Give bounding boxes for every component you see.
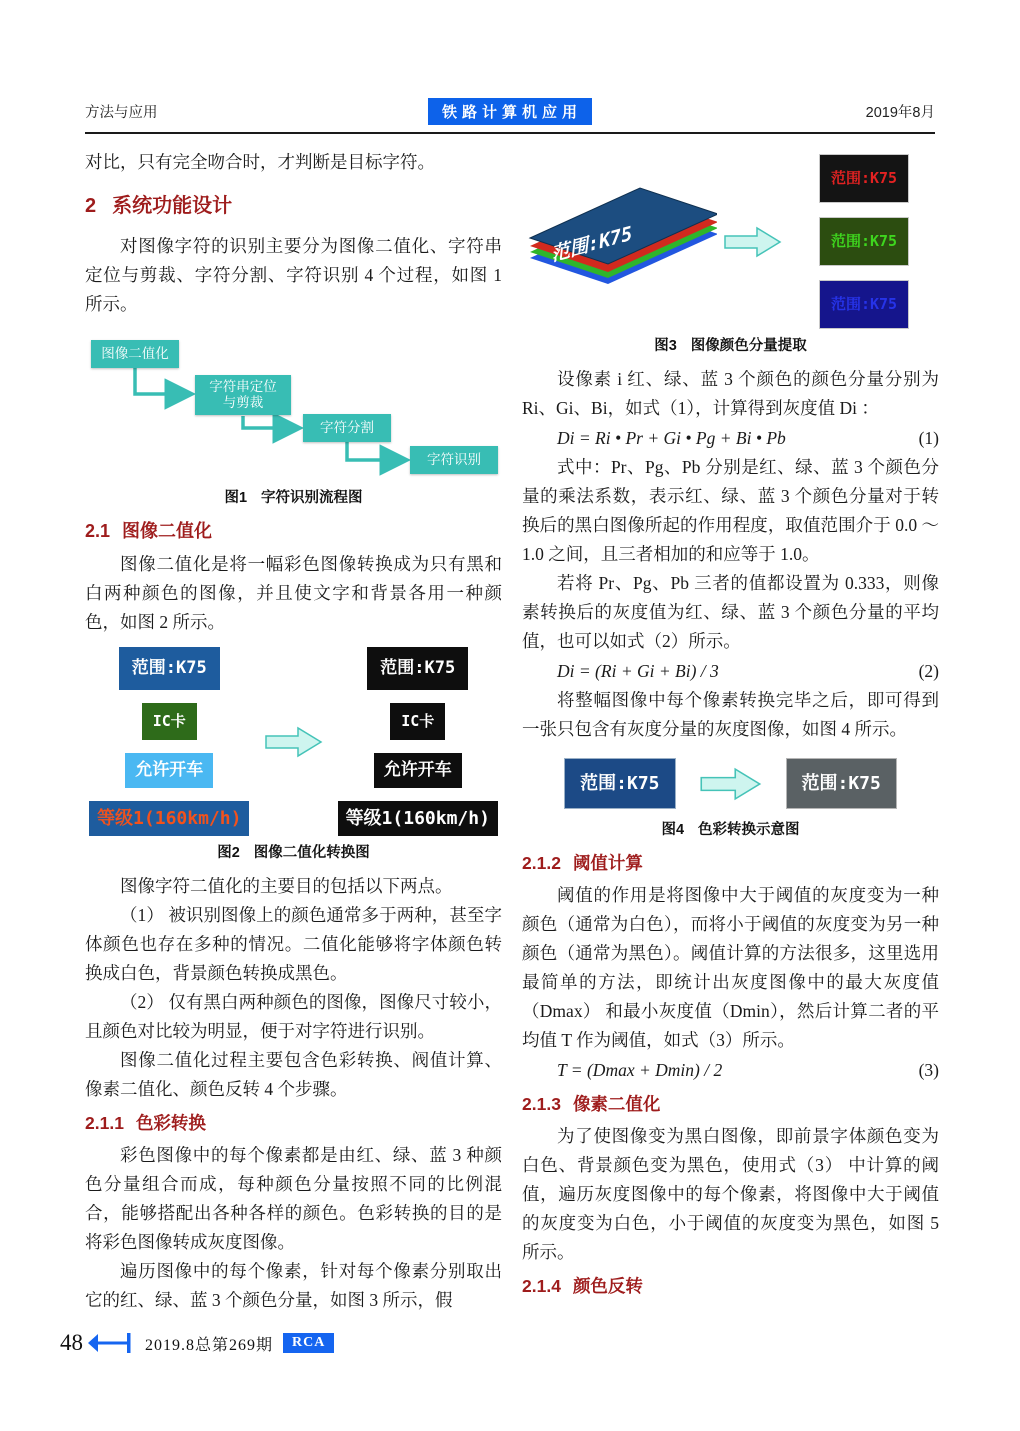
equation-1: [522, 423, 939, 453]
section-heading-2-1-1: [85, 1109, 502, 1138]
figure2-caption: [85, 842, 502, 864]
caption-text: 图像二值化转换图: [253, 845, 370, 861]
header-date: 2019年8月: [865, 104, 935, 121]
paragraph: 对比，只有完全吻合时，才判断是目标字符。: [85, 152, 435, 172]
page-header: [85, 98, 935, 124]
section-heading-2: [85, 192, 502, 221]
right-arrow-icon: [724, 226, 782, 258]
fig2-bin-grade: [334, 801, 503, 836]
caption-label: 图3: [654, 338, 677, 354]
layered-plate-graphic: [522, 176, 717, 298]
caption-label: 图4: [661, 822, 685, 838]
section-number: 2.1.4: [522, 1276, 561, 1296]
section-title: 色彩转换: [135, 1113, 206, 1133]
equation-number: (2): [918, 661, 939, 681]
paragraph: 若将 Pr、Pg、Pb 三者的值都设置为 0.333，则像素转换后的灰度值为红、绿、蓝 3 个颜色分量的平均值，也可以如式（2）所示。: [522, 573, 939, 651]
section-number: 2.1.2: [522, 853, 561, 873]
caption-text: 色彩转换示意图: [698, 822, 800, 838]
section-number: 2.1: [85, 521, 111, 541]
color-image-box: 范围:K75: [564, 758, 675, 809]
figure3-color-components: [522, 154, 939, 329]
figure1-caption: [85, 487, 502, 509]
section-title: 像素二值化: [572, 1094, 661, 1114]
section-heading-2-1-2: [522, 849, 939, 878]
equation-2: [522, 656, 939, 686]
figure4-grayscale-conversion: [522, 758, 939, 809]
bw-label: 允许开车: [374, 753, 462, 788]
right-arrow-icon: [265, 726, 323, 758]
paragraph: 遍历图像中的每个像素，针对每个像素分别取出它的红、绿、蓝 3 个颜色分量，如图 3 所示，假: [85, 1261, 502, 1310]
section-title: 图像二值化: [122, 521, 213, 541]
figure2-binarization: [85, 647, 502, 836]
page-number: 48: [60, 1330, 83, 1355]
paragraph: 图像字符二值化的主要目的包括以下两点。: [120, 876, 453, 896]
section-heading-2-1: [85, 517, 502, 546]
page-footer: [60, 1330, 334, 1356]
step-label: 图像二值化: [101, 346, 169, 361]
journal-title-badge: 铁路计算机应用: [428, 98, 592, 125]
section-heading-2-1-3: [522, 1090, 939, 1119]
paragraph: （1） 被识别图像上的颜色通常多于两种，甚至字体颜色也存在多种的情况。二值化能够将字体颜色转换成白色，背景颜色转换成黑色。: [85, 905, 502, 983]
step-label: 字符串定位: [209, 379, 277, 394]
caption-label: 图1: [224, 490, 248, 506]
equation-expression: Di = Ri • Pr + Gi • Pg + Bi • Pb: [557, 428, 786, 448]
fig2-src-range: [85, 647, 254, 690]
fig3-component-stack: [789, 154, 939, 329]
bw-label: IC卡: [390, 703, 445, 740]
color-label: IC卡: [142, 703, 197, 740]
equation-3: [522, 1055, 939, 1085]
green-component-box: 范围:K75: [819, 217, 909, 266]
gray-image-box: 范围:K75: [786, 758, 897, 809]
bw-label: 范围:K75: [367, 647, 468, 690]
paragraph: 图像二值化过程主要包含色彩转换、阀值计算、像素二值化、颜色反转 4 个步骤。: [85, 1050, 502, 1099]
bw-label: 等级1(160km/h): [338, 801, 498, 836]
flowchart-step-locate-crop: [195, 375, 291, 415]
color-label: 等级1(160km/h): [89, 801, 249, 836]
section-heading-2-1-4: [522, 1272, 939, 1301]
fig2-arrow: [258, 726, 330, 758]
paragraph: 设像素 i 红、绿、蓝 3 个颜色的颜色分量分别为 Ri、Gi、Bi，如式（1），计算得到灰度值 Di ：: [522, 369, 939, 418]
paragraph: 图像二值化是将一幅彩色图像转换成为只有黑和白两种颜色的图像，并且使文字和背景各用一种颜色，如图 2 所示。: [85, 554, 502, 632]
plate-text: 范围:K75: [549, 221, 634, 267]
equation-expression: T = (Dmax + Dmin) / 2: [557, 1060, 723, 1080]
equation-number: (1): [918, 428, 939, 448]
color-label: 允许开车: [125, 753, 213, 788]
figure3-caption: [522, 335, 939, 357]
issue-label: 2019.8总第269期: [145, 1336, 274, 1354]
red-component-box: 范围:K75: [819, 154, 909, 203]
step-label: 与剪裁: [222, 395, 264, 410]
section-title: 阈值计算: [572, 853, 643, 873]
paragraph: 式中：Pr、Pg、Pb 分别是红、绿、蓝 3 个颜色分量的乘法系数，表示红、绿、蓝 3 个颜色分量对于转换后的黑白图像所起的作用程度，取值范围介于 0.0 ～ 1.0 之间，且三者相加的和应等于 1.0。: [522, 457, 939, 564]
left-column: [85, 148, 502, 1315]
figure1-flowchart: [85, 331, 502, 483]
section-number: 2.1.3: [522, 1094, 561, 1114]
step-label: 字符识别: [427, 452, 481, 467]
flowchart-step-segmentation: [303, 414, 391, 442]
section-title: 系统功能设计: [112, 195, 233, 217]
header-divider: [85, 132, 935, 134]
paragraph: 对图像字符的识别主要分为图像二值化、字符串定位与剪裁、字符分割、字符识别 4 个过程，如图 1 所示。: [85, 236, 502, 314]
fig2-src-ic: [85, 703, 254, 740]
paragraph: 阈值的作用是将图像中大于阈值的灰度变为一种颜色（通常为白色），而将小于阈值的灰度变为另一种颜色（通常为黑色）。阈值计算的方法很多，这里选用最简单的方法，即统计出灰度图像中的最大灰度值（Dmax） 和最小灰度值（Dmin），然后计算二者的平均值 T 作为阈值，如式（3）所示。: [522, 885, 939, 1050]
fig3-color-plate: [522, 176, 717, 307]
fig2-bin-ic: [334, 703, 503, 740]
paragraph: 彩色图像中的每个像素都是由红、绿、蓝 3 种颜色分量组合而成，每种颜色分量按照不同的比例混合，能够搭配出各种各样的颜色。色彩转换的目的是将彩色图像转成灰度图像。: [85, 1145, 502, 1252]
equation-number: (3): [918, 1060, 939, 1080]
flowchart-step-binarization: [91, 340, 179, 368]
section-number: 2: [85, 195, 97, 217]
rca-badge: RCA: [283, 1333, 334, 1353]
caption-text: 字符识别流程图: [261, 490, 363, 506]
equation-expression: Di = (Ri + Gi + Bi) / 3: [557, 661, 719, 681]
paragraph: 将整幅图像中每个像素转换完毕之后，即可得到一张只包含有灰度分量的灰度图像，如图 4 所示。: [522, 690, 939, 739]
footer-rule-icon: [85, 1331, 137, 1355]
right-column: [522, 148, 939, 1304]
caption-label: 图2: [217, 845, 240, 861]
fig2-src-grade: [85, 801, 254, 836]
step-label: 字符分割: [320, 420, 374, 435]
section-number: 2.1.1: [85, 1113, 124, 1133]
header-column-topic: 方法与应用: [85, 104, 158, 121]
paragraph: （2） 仅有黑白两种颜色的图像，图像尺寸较小，且颜色对比较为明显，便于对字符进行识别。: [85, 992, 502, 1041]
flowchart-step-recognition: [410, 446, 498, 474]
caption-text: 图像颜色分量提取: [690, 338, 807, 354]
right-arrow-icon: [698, 767, 764, 801]
color-label: 范围:K75: [119, 647, 220, 690]
section-title: 颜色反转: [572, 1276, 643, 1296]
fig2-bin-range: [334, 647, 503, 690]
figure4-caption: [522, 819, 939, 841]
fig2-bin-allow: [334, 753, 503, 788]
blue-component-box: 范围:K75: [819, 280, 909, 329]
fig3-arrow: [717, 226, 789, 258]
paragraph: 为了使图像变为黑白图像，即前景字体颜色变为白色、背景颜色变为黑色，使用式（3） 中计算的阈值，遍历灰度图像中的每个像素，将图像中大于阈值的灰度变为白色，小于阈值的灰度变为黑色，如图 5 所示。: [522, 1126, 939, 1262]
fig2-src-allow: [85, 753, 254, 788]
